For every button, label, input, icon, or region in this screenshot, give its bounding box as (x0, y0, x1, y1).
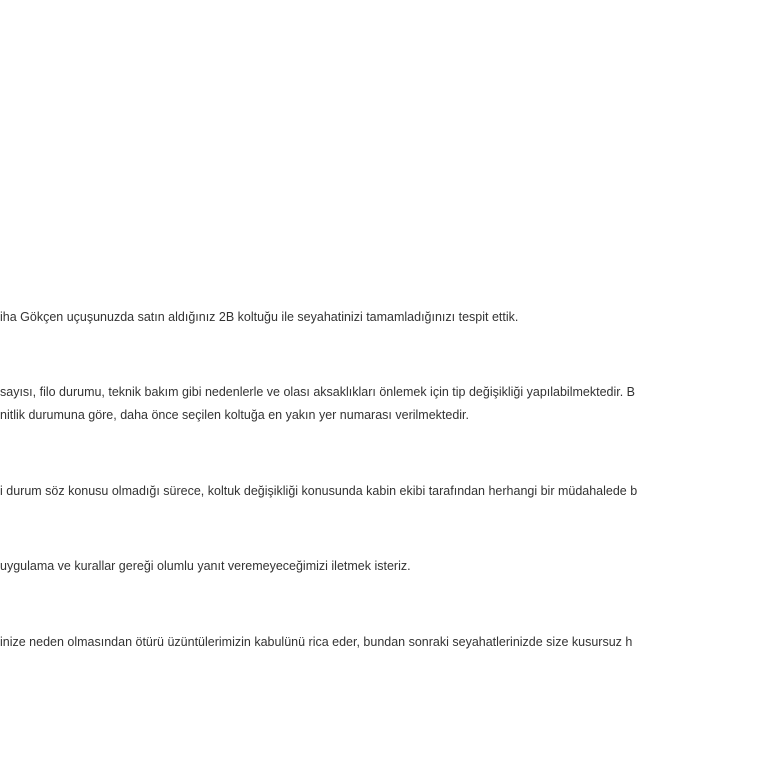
paragraph-5-line-1: inize neden olmasından ötürü üzüntülerimizin kabulünü rica eder, bundan sonraki seyahatlerinizde size kusursuz h (0, 635, 633, 649)
paragraph-1-line-1: iha Gökçen uçuşunuzda satın aldığınız 2B koltuğu ile seyahatinizi tamamladığınızı tespit ettik. (0, 310, 519, 324)
paragraph-2-line-2: nitlik durumuna göre, daha önce seçilen koltuğa en yakın yer numarası verilmektedir. (0, 408, 470, 422)
paragraph-2-line-1: sayısı, filo durumu, teknik bakım gibi nedenlerle ve olası aksaklıkları önlemek için tip değişikliği yapılabilmektedir. B (0, 385, 636, 399)
paragraph-3-line-1: i durum söz konusu olmadığı sürece, koltuk değişikliği konusunda kabin ekibi tarafından herhangi bir müdahalede b (0, 484, 638, 498)
paragraph-4-line-1: uygulama ve kurallar gereği olumlu yanıt veremeyeceğimizi iletmek isteriz. (0, 559, 411, 573)
